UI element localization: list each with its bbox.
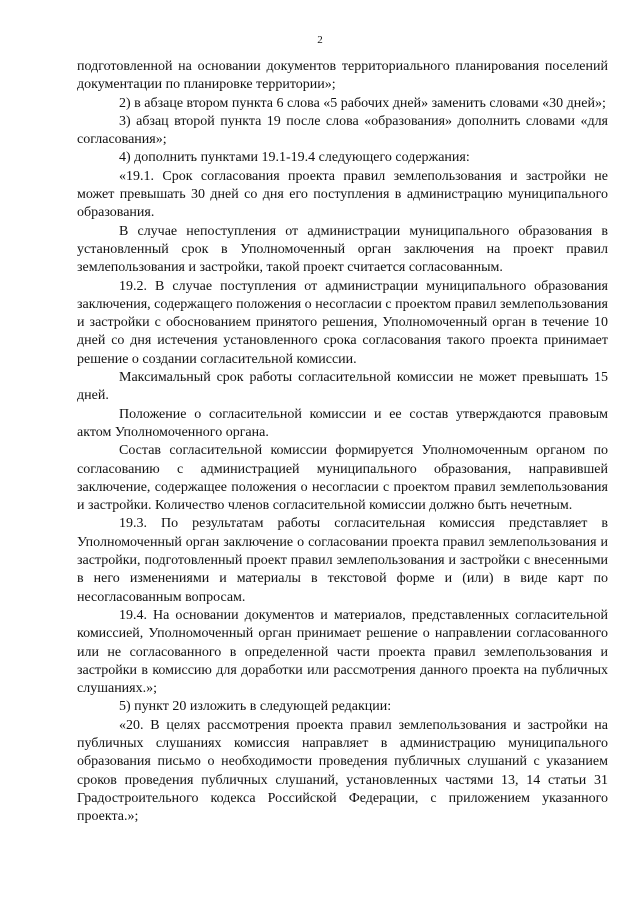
paragraph: «20. В целях рассмотрения проекта правил землепользования и застройки на публичных слушаниях комиссия направляет в администрацию муниципального образования письмо о необходимости проведения публичных слушаний с указанием сроков проведения публичных слушаний, установленных частями 13, 14 статьи 31 Градостроительного кодекса Российской Федерации, с приложением указанного проекта.»; [77, 717, 608, 825]
paragraph: 2) в абзаце втором пункта 6 слова «5 рабочих дней» заменить словами «30 дней»; [119, 95, 606, 111]
paragraph: В случае непоступления от администрации муниципального образования в установленный срок в Уполномоченный орган заключения на проект правил землепользования и застройки, такой проект считается согласованным. [77, 223, 608, 276]
paragraph: подготовленной на основании документов территориального планирования поселений документации по планировке территории»; [77, 59, 608, 93]
paragraph: 4) дополнить пунктами 19.1-19.4 следующего содержания: [119, 150, 470, 166]
paragraph: Максимальный срок работы согласительной комиссии не может превышать 15 дней. [77, 370, 608, 404]
paragraph: 19.3. По результатам работы согласительная комиссия представляет в Уполномоченный орган заключение о согласовании проекта правил землепользования и застройки, подготовленный проект правил землепользования и застройки с внесенными в него изменениями и материалы в текстовой форме и (или) в виде карт по несогласованным вопросам. [77, 516, 608, 605]
paragraph: 19.2. В случае поступления от администрации муниципального образования заключения, содержащего положения о несогласии с проектом правил землепользования и застройки с обоснованием принятого решения, Уполномоченный орган в течение 10 дней со дня истечения установленного срока согласования такого проекта принимает решение о создании согласительной комиссии. [77, 278, 608, 367]
paragraph: 5) пункт 20 изложить в следующей редакции: [119, 699, 392, 715]
paragraph: Состав согласительной комиссии формируется Уполномоченным органом по согласованию с администрацией муниципального образования, направившей заключение, содержащее положения о несогласии с проектом правил землепользования и застройки. Количество членов согласительной комиссии должно быть нечетным. [77, 443, 608, 514]
paragraph: 19.4. На основании документов и материалов, представленных согласительной комиссией, Уполномоченный орган принимает решение о направлении согласованного или не согласованного в определенной части проекта правил землепользования и застройки в комиссию для доработки или рассмотрения данного проекта на публичных слушаниях.»; [77, 607, 608, 697]
paragraph: 3) абзац второй пункта 19 после слова «образования» дополнить словами «для согласования»; [77, 113, 608, 148]
paragraph: Положение о согласительной комиссии и ее состав утверждаются правовым актом Уполномоченного органа. [77, 406, 608, 440]
paragraph: «19.1. Срок согласования проекта правил землепользования и застройки не может превышать 30 дней со дня его поступления в администрацию муниципального образования. [77, 168, 608, 221]
page-number: 2 [317, 34, 323, 46]
document-body [77, 58, 608, 826]
